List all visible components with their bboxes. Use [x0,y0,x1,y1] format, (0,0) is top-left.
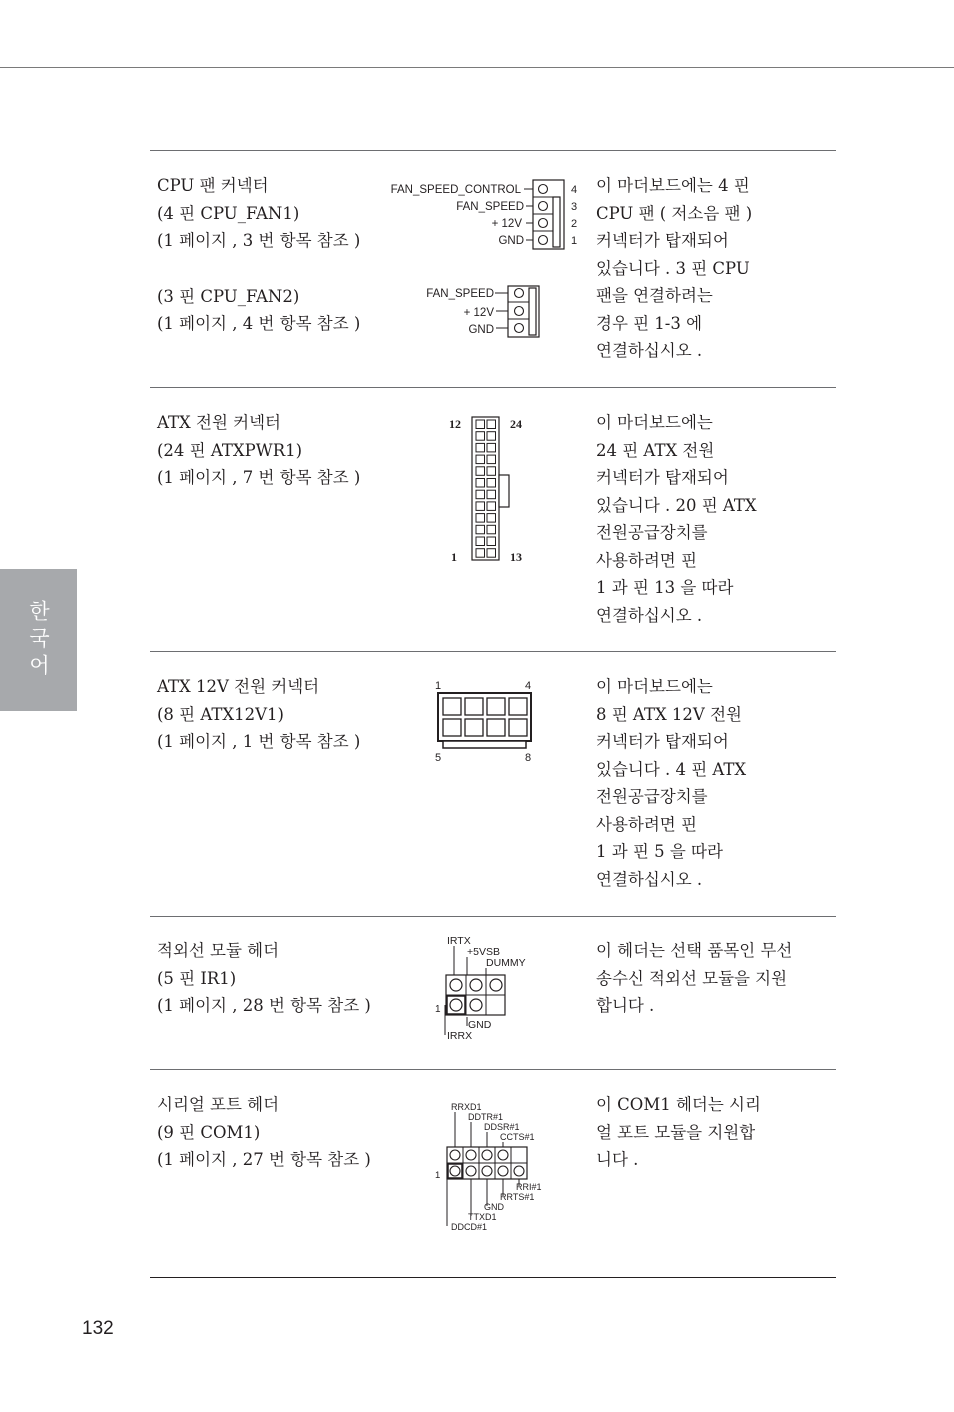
atx-pin [487,525,496,534]
ir-description [596,937,828,1020]
fan4-label: GND [498,235,524,247]
fan4-pin-number: 3 [571,201,578,213]
description-line: 전원공급장치를 [596,523,708,542]
ir-label: IRRX [447,1030,473,1042]
description-line: CPU 팬 ( 저소음 팬 ) [596,203,753,223]
atx-pin [487,467,496,476]
spacer [157,255,397,283]
description-line: 커넥터가 탑재되어 [596,468,729,487]
fan4-label: FAN_SPEED_CONTROL [390,184,521,196]
atx12v-latch [443,741,526,748]
pin-label: 24 [510,417,522,431]
com-pin1: 1 [435,1170,441,1181]
description-line: 이 COM1 헤더는 시리 [596,1095,761,1114]
top-rule [0,67,954,68]
ir-label: GND [468,1019,492,1031]
cpu-fan1-pins: (4 핀 CPU_FAN1) [157,203,300,223]
serial-header-diagram [432,1096,557,1236]
com-title-block [157,1091,397,1174]
cpu-fan1-ref: (1 페이지 , 3 번 항목 참조 ) [157,231,361,250]
atx12v-pins: (8 핀 ATX12V1) [157,704,284,724]
ir-header-diagram [432,932,542,1047]
description-line: 이 헤더는 선택 품목인 무선 [596,941,793,960]
atx-pin [487,432,496,441]
description-line: 이 마더보드에는 4 핀 [596,176,750,195]
cpu-fan-title-block [157,172,397,338]
atx-pin [476,479,485,488]
atx12v-pin [509,719,527,736]
com-label: CCTS#1 [500,1132,535,1142]
atx12v-pin [487,719,505,736]
pin-label: 5 [435,752,442,764]
com-label: DDSR#1 [484,1122,520,1132]
pin-label: 8 [525,752,532,764]
com-label: RRTS#1 [500,1192,535,1202]
fan4-label: + 12V [491,218,522,230]
atx-pin [487,443,496,452]
description-line: 경우 핀 1-3 에 [596,313,703,333]
ir-ref: (1 페이지 , 28 번 항목 참조 ) [157,996,371,1015]
ir-label: DUMMY [486,957,526,969]
atx-power-description [596,409,828,629]
fan3-label: GND [468,324,494,336]
atx12v-title-block [157,673,397,756]
pin-label: 4 [525,680,532,692]
bottom-rule [150,1277,836,1278]
side-language-tab [0,569,77,711]
atx-pin [487,549,496,558]
atx-power-ref: (1 페이지 , 7 번 항목 참조 ) [157,468,361,487]
cpu-fan-connector-diagram [380,178,590,343]
atx-pin [487,455,496,464]
com-label: DDCD#1 [451,1222,488,1232]
description-line: 있습니다 . 4 핀 ATX [596,759,747,779]
description-line: 연결하십시오 . [596,869,703,889]
description-line: 연결하십시오 . [596,341,703,360]
description-line: 송수신 적외선 모듈을 지원 [596,968,788,988]
section-rule [150,651,836,652]
fan4-pin-number: 4 [571,184,578,196]
com-label: RRXD1 [451,1102,482,1112]
atx12v-pin [509,698,527,715]
ir-pin1: 1 [435,1004,441,1015]
description-line: 8 핀 ATX 12V 전원 [596,704,742,724]
pin-label: 13 [510,550,522,564]
atx-pin [476,537,485,546]
cpu-fan-description [596,172,828,365]
atx-pin [487,479,496,488]
description-line: 있습니다 . 20 핀 ATX [596,495,757,515]
fan4-label: FAN_SPEED [456,201,524,213]
fan4-pin-number: 2 [571,218,578,230]
atx12v-description [596,673,828,893]
atx-power-pins: (24 핀 ATXPWR1) [157,440,303,460]
atx-pin [487,490,496,499]
fan4-pin-number: 1 [571,235,578,247]
atx12v-pin [465,698,483,715]
description-line: 커넥터가 탑재되어 [596,732,729,751]
description-line: 이 마더보드에는 [596,413,713,432]
section-rule [150,387,836,388]
description-line: 24 핀 ATX 전원 [596,440,715,460]
description-line: 있습니다 . 3 핀 CPU [596,258,750,278]
com-label: DDTR#1 [468,1112,504,1122]
com-label: RRI#1 [516,1182,542,1192]
com-ref: (1 페이지 , 27 번 항목 참조 ) [157,1150,371,1169]
atx-pin [476,443,485,452]
atx12v-title: ATX 12V 전원 커넥터 [157,677,320,696]
com-description [596,1091,828,1174]
description-line: 얼 포트 모듈을 지원합 [596,1122,756,1142]
page-number: 132 [82,1318,114,1339]
atx-pin [476,490,485,499]
ir-label: +5VSB [467,946,500,958]
com-pins: (9 핀 COM1) [157,1122,261,1142]
ir-title: 적외선 모듈 헤더 [157,941,280,960]
description-line: 팬을 연결하려는 [596,286,713,305]
atx-power-title: ATX 전원 커넥터 [157,413,281,432]
atx-latch [499,475,509,507]
cpu-fan2-ref: (1 페이지 , 4 번 항목 참조 ) [157,314,361,333]
description-line: 이 마더보드에는 [596,677,713,696]
atx-24pin-connector-diagram [440,410,540,570]
section-rule [150,916,836,917]
atx-pin [487,502,496,511]
description-line: 사용하려면 핀 [596,814,697,834]
com-title: 시리얼 포트 헤더 [157,1095,280,1114]
com-label: GND [484,1202,504,1212]
fan3-label: FAN_SPEED [426,288,494,300]
atx12v-pin [443,698,461,715]
pin-label: 12 [449,417,461,431]
atx-pin [476,467,485,476]
section-rule [150,1069,836,1070]
atx-pin [476,432,485,441]
atx-pin [476,502,485,511]
atx-pin [487,420,496,429]
atx12v-pin [465,719,483,736]
pin-label: 1 [435,680,442,692]
section-rule [150,150,836,151]
ir-pins: (5 핀 IR1) [157,968,237,988]
atx-pin [487,514,496,523]
atx-pin [476,549,485,558]
ir-label: IRTX [447,935,471,947]
atx12v-connector-diagram [430,676,540,771]
description-line: 커넥터가 탑재되어 [596,231,729,250]
atx-pin [476,514,485,523]
atx-pin [476,455,485,464]
atx-pin [476,525,485,534]
pin-label: 1 [451,550,457,564]
fan3-label: + 12V [463,307,494,319]
description-line: 1 과 핀 5 을 따라 [596,842,723,861]
cpu-fan2-pins: (3 핀 CPU_FAN2) [157,286,300,306]
atx12v-ref: (1 페이지 , 1 번 항목 참조 ) [157,732,361,751]
atx12v-pin [443,719,461,736]
description-line: 연결하십시오 . [596,605,703,625]
description-line: 전원공급장치를 [596,787,708,806]
side-tab-label: 한국어 [26,599,51,681]
description-line: 사용하려면 핀 [596,550,697,570]
ir-title-block [157,937,397,1020]
cpu-fan-title: CPU 팬 커넥터 [157,176,269,195]
atx12v-pin [487,698,505,715]
description-line: 합니다 . [596,996,655,1015]
atx-power-title-block [157,409,397,492]
atx-pin [487,537,496,546]
description-line: 니다 . [596,1150,639,1169]
com-label: TTXD1 [468,1212,497,1222]
description-line: 1 과 핀 13 을 따라 [596,578,734,597]
atx-pin [476,420,485,429]
